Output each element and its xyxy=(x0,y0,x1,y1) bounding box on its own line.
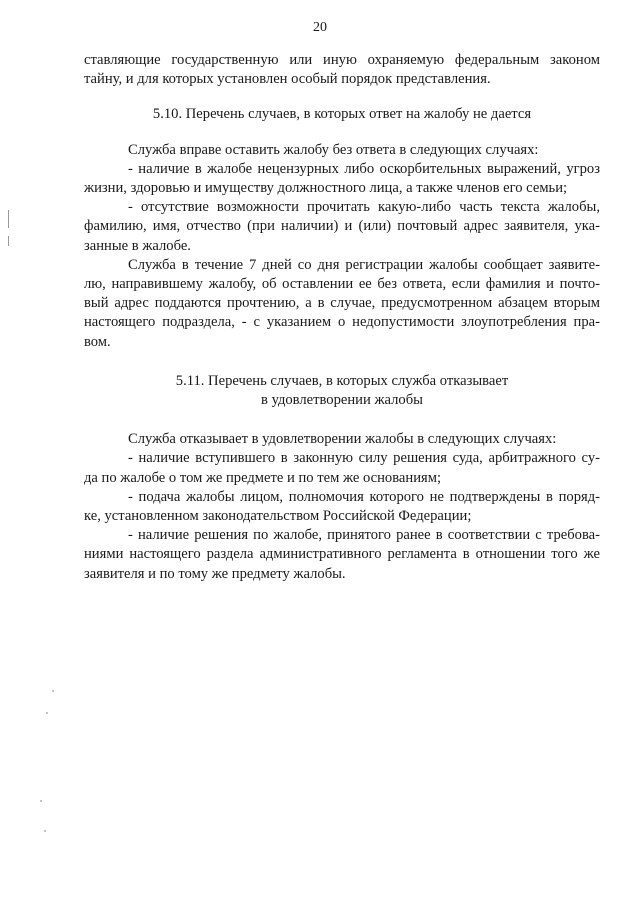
paragraph-line: лю, направившему жалобу, об оставлении ее без ответа, если фамилия и почто- xyxy=(84,276,600,293)
list-item-line: - наличие в жалобе нецензурных либо оскорбительных выражений, угроз xyxy=(128,160,600,177)
margin-mark xyxy=(8,236,9,246)
intro-line: тайну, и для которых установлен особый порядок представления. xyxy=(84,71,491,88)
list-item-line: фамилию, имя, отчество (при наличии) и (или) почтовый адрес заявителя, ука- xyxy=(84,218,600,235)
list-item-line: заявителя и по тому же предмету жалобы. xyxy=(84,565,346,582)
scan-speck xyxy=(46,712,48,714)
list-item-line: ке, установленном законодательством Российской Федерации; xyxy=(84,508,472,525)
margin-mark xyxy=(8,210,9,228)
list-item-line: жизни, здоровью и имуществу должностного лица, а также членов его семьи; xyxy=(84,180,568,197)
page-number: 20 xyxy=(313,20,327,35)
intro-line: ставляющие государственную или иную охраняемую федеральным законом xyxy=(84,52,600,68)
list-item-line: ниями настоящего раздела административного регламента в отношении того же xyxy=(84,546,600,563)
section-5-10-heading: 5.10. Перечень случаев, в которых ответ на жалобу не дается xyxy=(152,106,532,123)
list-item-line: занные в жалобе. xyxy=(84,237,191,254)
paragraph-line: настоящего подраздела, - с указанием о недопустимости злоупотребления пра- xyxy=(84,314,600,331)
document-body xyxy=(84,51,600,584)
paragraph-line: вый адрес поддаются прочтению, а в случае, предусмотренном абзацем вторым xyxy=(84,295,600,312)
paragraph-line: вом. xyxy=(84,333,111,350)
section-5-10-lead: Служба вправе оставить жалобу без ответа в следующих случаях: xyxy=(128,141,539,158)
scan-speck xyxy=(52,690,54,692)
list-item-line: - подача жалобы лицом, полномочия которого не подтверждены в поряд- xyxy=(128,488,600,505)
section-5-11-heading: 5.11. Перечень случаев, в которых служба отказывает xyxy=(175,372,509,389)
list-item-line: - наличие вступившего в законную силу решения суда, арбитражного су- xyxy=(128,450,600,467)
list-item-line: - наличие решения по жалобе, принятого ранее в соответствии с требова- xyxy=(128,527,600,544)
section-5-11-lead: Служба отказывает в удовлетворении жалобы в следующих случаях: xyxy=(128,431,557,448)
paragraph-line: Служба в течение 7 дней со дня регистрации жалобы сообщает заявите- xyxy=(128,256,600,273)
section-5-11-heading: в удовлетворении жалобы xyxy=(261,392,423,409)
scan-speck xyxy=(40,800,42,802)
list-item-line: да по жалобе о том же предмете и по тем же основаниям; xyxy=(84,469,442,486)
scan-speck xyxy=(44,830,46,832)
list-item-line: - отсутствие возможности прочитать какую-либо часть текста жалобы, xyxy=(128,199,600,216)
